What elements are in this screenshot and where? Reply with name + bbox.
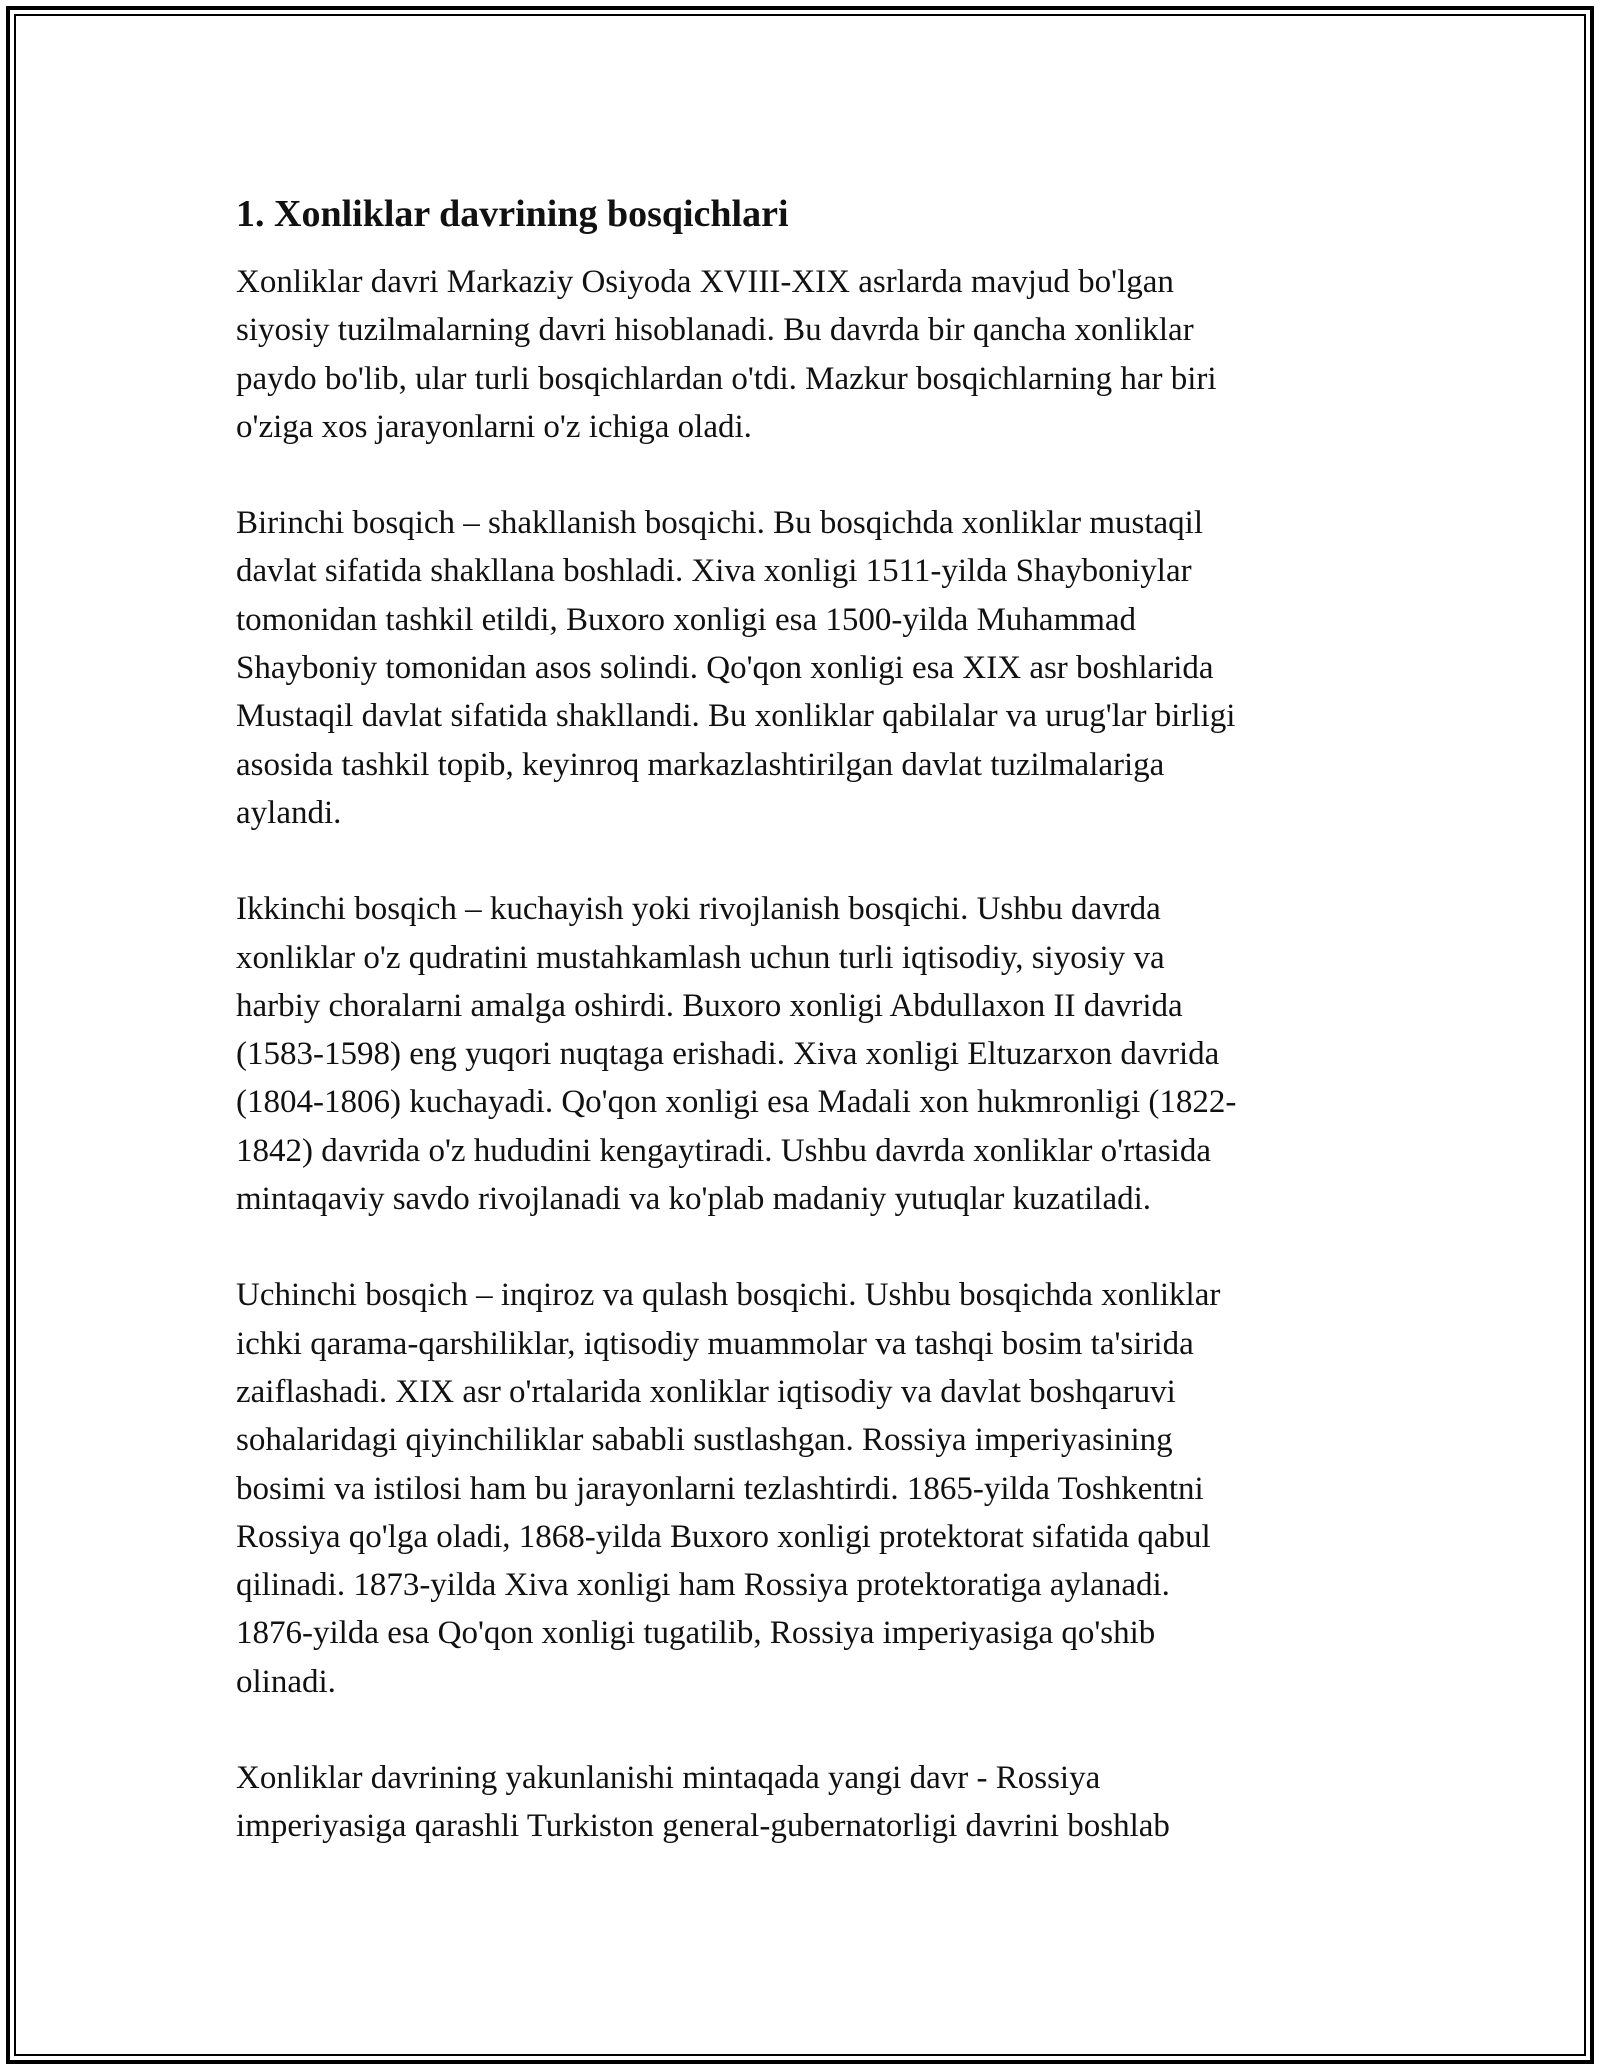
text-line: o'ziga xos jarayonlarni o'z ichiga oladi. — [236, 408, 752, 445]
text-line: harbiy choralarni amalga oshirdi. Buxoro xonligi Abdullaxon II davrida — [236, 987, 1183, 1024]
document-body — [236, 190, 1366, 1899]
text-line: Uchinchi bosqich – inqiroz va qulash bosqichi. Ushbu bosqichda xonliklar — [236, 1277, 1221, 1314]
section-heading: 1. Xonliklar davrining bosqichlari — [236, 193, 789, 235]
text-line: xonliklar o'z qudratini mustahkamlash uchun turli iqtisodiy, siyosiy va — [236, 939, 1165, 976]
text-line: zaiflashadi. XIX asr o'rtalarida xonliklar iqtisodiy va davlat boshqaruvi — [236, 1373, 1176, 1410]
text-line: Shayboniy tomonidan asos solindi. Qo'qon xonligi esa XIX asr boshlarida — [236, 650, 1214, 687]
paragraph-first-stage — [236, 499, 1366, 837]
text-line: mintaqaviy savdo rivojlanadi va ko'plab madaniy yutuqlar kuzatiladi. — [236, 1181, 1152, 1218]
text-line: olinadi. — [236, 1663, 336, 1700]
text-line: Rossiya qo'lga oladi, 1868-yilda Buxoro xonligi protektorat sifatida qabul — [236, 1518, 1211, 1555]
text-line: Birinchi bosqich – shakllanish bosqichi. Bu bosqichda xonliklar mustaqil — [236, 505, 1203, 542]
text-line: bosimi va istilosi ham bu jarayonlarni tezlashtirdi. 1865-yilda Toshkentni — [236, 1470, 1204, 1507]
text-line: siyosiy tuzilmalarning davri hisoblanadi. Bu davrda bir qancha xonliklar — [236, 312, 1194, 349]
text-line: Ikkinchi bosqich – kuchayish yoki rivojlanish bosqichi. Ushbu davrda — [236, 891, 1161, 928]
text-line: Xonliklar davri Markaziy Osiyoda XVIII-XIX asrlarda mavjud bo'lgan — [236, 264, 1174, 300]
text-line: davlat sifatida shakllana boshladi. Xiva xonligi 1511-yilda Shayboniylar — [236, 553, 1192, 590]
text-line: (1804-1806) kuchayadi. Qo'qon xonligi esa Madali xon hukmronligi (1822- — [236, 1084, 1237, 1121]
text-line: asosida tashkil topib, keyinroq markazlashtirilgan davlat tuzilmalariga — [236, 746, 1165, 783]
text-line: paydo bo'lib, ular turli bosqichlardan o'tdi. Mazkur bosqichlarning har biri — [236, 360, 1217, 397]
text-line: Mustaqil davlat sifatida shakllandi. Bu xonliklar qabilalar va urug'lar birligi — [236, 698, 1236, 735]
text-line: ichki qarama-qarshiliklar, iqtisodiy muammolar va tashqi bosim ta'sirida — [236, 1325, 1194, 1362]
text-line: tomonidan tashkil etildi, Buxoro xonligi esa 1500-yilda Muhammad — [236, 601, 1137, 638]
text-line: Xonliklar davrining yakunlanishi mintaqada yangi davr - Rossiya — [236, 1760, 1101, 1797]
text-line: (1583-1598) eng yuqori nuqtaga erishadi. Xiva xonligi Eltuzarxon davrida — [236, 1036, 1220, 1073]
paragraph-conclusion — [236, 1754, 1366, 1851]
text-line: 1876-yilda esa Qo'qon xonligi tugatilib, Rossiya imperiyasiga qo'shib — [236, 1615, 1156, 1652]
text-line: imperiyasiga qarashli Turkiston general-gubernatorligi davrini boshlab — [236, 1808, 1170, 1845]
text-line: aylandi. — [236, 794, 342, 831]
text-line: 1842) davrida o'z hududini kengaytiradi. Ushbu davrda xonliklar o'rtasida — [236, 1132, 1212, 1169]
text-line: sohalaridagi qiyinchiliklar sababli sustlashgan. Rossiya imperiyasining — [236, 1422, 1173, 1459]
paragraph-second-stage — [236, 885, 1366, 1223]
paragraph-third-stage — [236, 1271, 1366, 1706]
text-line: qilinadi. 1873-yilda Xiva xonligi ham Rossiya protektoratiga aylanadi. — [236, 1567, 1170, 1604]
paragraph-intro — [236, 258, 1366, 451]
